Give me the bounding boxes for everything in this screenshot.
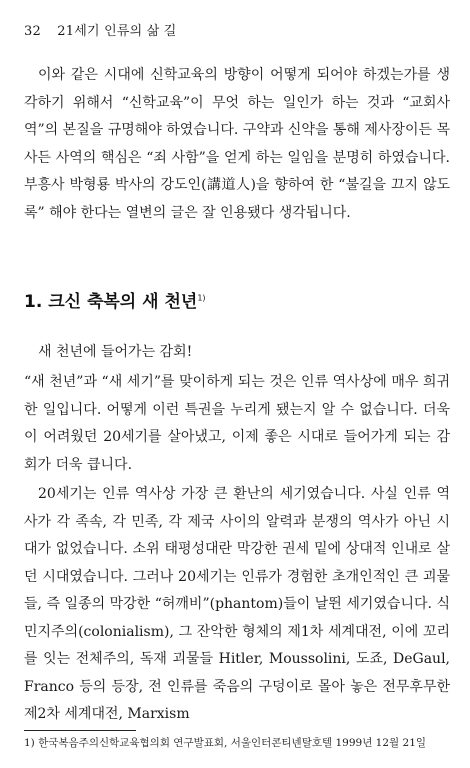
footnote: 1) 한국복음주의신학교육협의회 연구발표회, 서울인터콘티넨탈호텔 1999년 12월 21일 [24, 737, 427, 749]
page-number: 32 [24, 24, 41, 39]
body-paragraph-2: 새 천년에 들어가는 감회! [38, 344, 193, 360]
running-header [24, 20, 177, 39]
section-heading [24, 287, 206, 312]
body-paragraph-3: “새 천년”과 “새 세기”를 맞이하게 되는 것은 인류 역사상에 매우 희귀한 일입니다. 어떻게 이런 특권을 누리게 됐는지 알 수 없습니다. 더욱이 어려웠던 20세기를 살아냈고, 이제 좋은 시대로 들어가게 되는 감회가 더욱 큽니다. [24, 374, 450, 473]
footnote-divider [24, 730, 136, 731]
body-paragraph-1: 이와 같은 시대에 신학교육의 방향이 어떻게 되어야 하겠는가를 생각하기 위해서 “신학교육”이 무엇 하는 일인가 하는 것과 “교회사역”의 본질을 규명해야 하였습니다. 구약과 신약을 통해 제사장이든 목사든 사역의 핵심은 “죄 사함”을 얻게 하는 일임을 분명히 하였습니다. 부흥사 박형룡 박사의 강도인(講道人)을 향하여 한 “불길을 끄지 않도록” 해야 한다는 열변의 글은 잘 인용됐다 생각됩니다. [24, 67, 450, 221]
book-title: 21세기 인류의 삶 길 [57, 24, 177, 39]
body-paragraph-4: 20세기는 인류 역사상 가장 큰 환난의 세기였습니다. 사실 인류 역사가 각 족속, 각 민족, 각 제국 사이의 알력과 분쟁의 역사가 아닌 시대가 없었습니다. 소위 태평성대란 막강한 권세 밑에 상대적 인내로 살던 시대였습니다. 그러나 20세기는 인류가 경험한 초개인적인 큰 괴물들, 즉 일종의 막강한 “허깨비”(phantom)들이 날뛴 세기였습니다. 식민지주의(colonialism), 그 잔악한 형체의 제1차 세계대전, 이에 꼬리를 잇는 전체주의, 독재 괴물들 Hitler, Moussolini, 도죠, DeGaul, Franco 등의 등장, 전 인류를 죽음의 구덩이로 몰아 놓은 전무후무한 제2차 세계대전, Marxism [24, 486, 450, 722]
footnote-marker: 1) [197, 293, 206, 303]
section-heading-text: 1. 크신 축복의 새 천년 [24, 292, 198, 312]
